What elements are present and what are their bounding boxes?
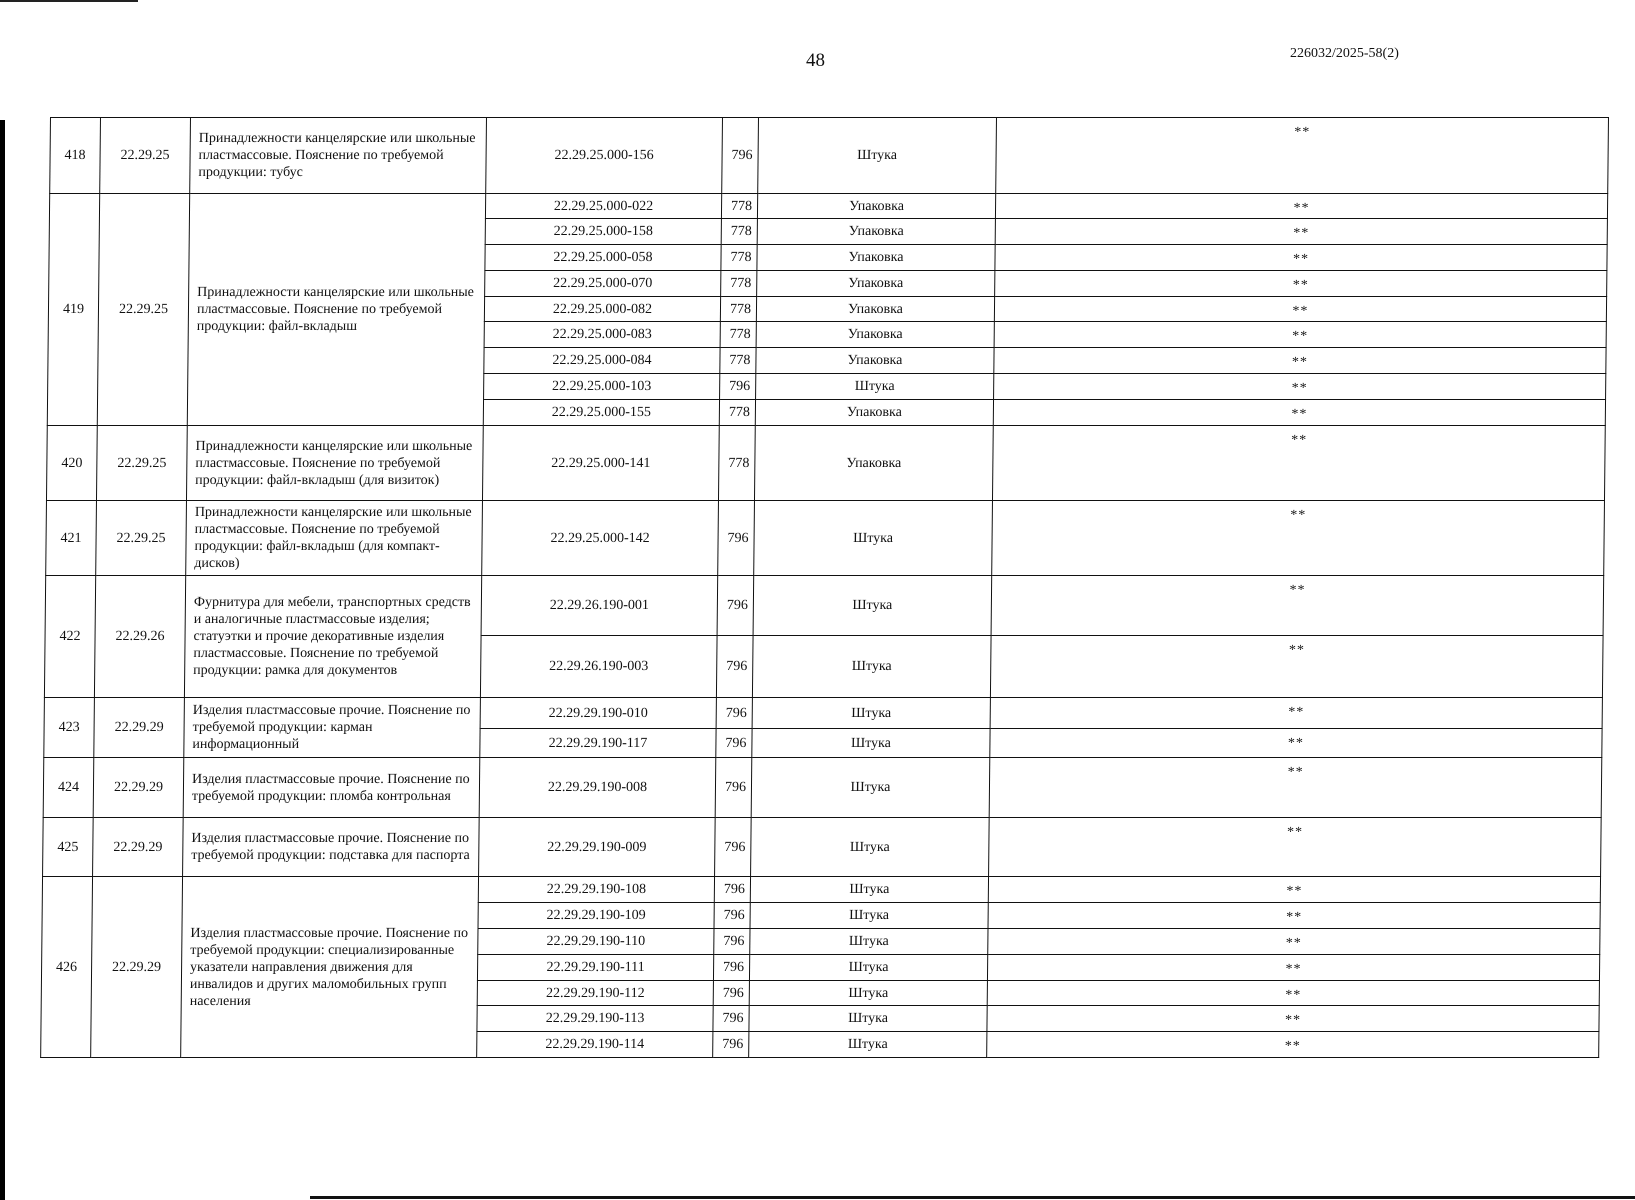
unit-name: Штука [749, 1006, 987, 1032]
requirement-mark-text: ** [1293, 201, 1310, 216]
goods-table [40, 117, 1609, 1058]
requirement-mark-text: ** [1292, 329, 1309, 344]
okpd-code: 22.29.25 [100, 118, 191, 194]
okpd-code: 22.29.29 [94, 698, 185, 758]
okei-code: 778 [718, 426, 755, 501]
ktru-code: 22.29.29.190-113 [477, 1006, 713, 1032]
okei-code: 778 [721, 194, 757, 219]
table-row [42, 877, 1600, 903]
requirement-mark [995, 219, 1607, 245]
product-description: Принадлежности канцелярские или школьные пластмассовые. Пояснение по требуемой продукции: файл-вкладыш (для визиток) [186, 426, 483, 501]
ktru-code: 22.29.25.000-155 [483, 400, 719, 426]
okei-code: 796 [715, 758, 752, 818]
ktru-code: 22.29.29.190-009 [479, 818, 716, 877]
requirement-mark-text: ** [1285, 962, 1302, 977]
ktru-code: 22.29.25.000-058 [485, 245, 721, 271]
requirement-mark [994, 297, 1606, 322]
requirement-mark [994, 348, 1606, 374]
requirement-mark-text: ** [1293, 226, 1310, 241]
document-id: 226032/2025-58(2) [1290, 46, 1399, 61]
requirement-mark-text: ** [1286, 910, 1303, 925]
requirement-mark-text: ** [1287, 736, 1305, 751]
requirement-mark [991, 576, 1604, 636]
row-number: 419 [47, 194, 99, 426]
ktru-code: 22.29.26.190-003 [480, 636, 717, 698]
table-row [45, 576, 1604, 636]
okei-code: 778 [720, 348, 756, 374]
requirement-mark [989, 818, 1602, 877]
row-number: 425 [43, 818, 94, 877]
unit-name: Штука [752, 698, 990, 729]
ktru-code: 22.29.25.000-156 [486, 118, 723, 194]
ktru-code: 22.29.29.190-010 [480, 698, 716, 729]
requirement-mark [995, 245, 1607, 271]
row-number: 426 [41, 877, 93, 1058]
unit-name: Упаковка [755, 400, 993, 426]
table-row [49, 194, 1607, 219]
row-number: 423 [44, 698, 95, 758]
requirement-mark-text: ** [1287, 765, 1304, 780]
ktru-code: 22.29.29.190-111 [477, 955, 713, 981]
requirement-mark-text: ** [1292, 278, 1309, 293]
okei-code: 796 [722, 118, 759, 194]
okpd-code: 22.29.25 [96, 501, 187, 576]
okei-code: 778 [720, 297, 756, 322]
page-number: 48 [806, 50, 825, 71]
okei-code: 796 [713, 1032, 749, 1058]
unit-name: Упаковка [757, 245, 995, 271]
requirement-mark-text: ** [1288, 705, 1305, 720]
okei-code: 796 [720, 374, 756, 400]
table-row [50, 118, 1609, 194]
table-row [46, 501, 1605, 576]
row-number: 422 [44, 576, 95, 698]
unit-name: Упаковка [756, 348, 994, 374]
okpd-code: 22.29.26 [94, 576, 185, 698]
requirement-mark [989, 758, 1602, 818]
unit-name: Упаковка [757, 219, 995, 245]
requirement-mark-text: ** [1286, 825, 1304, 840]
okei-code: 778 [721, 245, 757, 271]
requirement-mark-text: ** [1292, 304, 1309, 319]
requirement-mark-text: ** [1284, 1013, 1302, 1028]
ktru-code: 22.29.25.000-141 [482, 426, 719, 501]
unit-name: Штука [754, 501, 993, 576]
row-number: 418 [50, 118, 101, 194]
okei-code: 778 [721, 271, 757, 297]
okpd-code: 22.29.25 [97, 194, 189, 426]
product-description: Принадлежности канцелярские или школьные пластмассовые. Пояснение по требуемой продукции: файл-вкладыш (для компакт-дисков) [186, 501, 483, 576]
unit-name: Штука [752, 729, 990, 758]
requirement-mark-text: ** [1291, 355, 1309, 370]
requirement-mark-text: ** [1292, 252, 1310, 267]
ktru-code: 22.29.25.000-158 [485, 219, 721, 245]
requirement-mark-text: ** [1291, 433, 1308, 448]
scan-left-edge [0, 120, 5, 1200]
ktru-code: 22.29.25.000-022 [485, 194, 721, 219]
bottom-edge-rule [310, 1196, 1635, 1199]
ktru-code: 22.29.29.190-109 [478, 903, 714, 929]
product-description: Изделия пластмассовые прочие. Пояснение по требуемой продукции: карман информационный [184, 698, 481, 758]
table-row [43, 758, 1602, 818]
unit-name: Штука [756, 374, 994, 400]
requirement-mark-text: ** [1285, 988, 1302, 1003]
okpd-code: 22.29.29 [93, 818, 184, 877]
okpd-code: 22.29.29 [93, 758, 184, 818]
unit-name: Штука [753, 576, 992, 636]
product-description: Принадлежности канцелярские или школьные пластмассовые. Пояснение по требуемой продукции: тубус [190, 118, 487, 194]
unit-name: Упаковка [754, 426, 993, 501]
okei-code: 796 [715, 818, 752, 877]
goods-table-body [41, 118, 1609, 1058]
unit-name: Штука [750, 929, 988, 955]
table-row [43, 818, 1602, 877]
requirement-mark [987, 1032, 1599, 1058]
requirement-mark [990, 698, 1602, 729]
ktru-code: 22.29.25.000-082 [484, 297, 720, 322]
requirement-mark [987, 955, 1599, 981]
unit-name: Штука [758, 118, 997, 194]
ktru-code: 22.29.25.000-142 [482, 501, 719, 576]
requirement-mark-text: ** [1286, 884, 1303, 899]
product-description: Изделия пластмассовые прочие. Пояснение по требуемой продукции: подставка для паспорта [183, 818, 480, 877]
ktru-code: 22.29.29.190-114 [477, 1032, 713, 1058]
ktru-code: 22.29.29.190-108 [478, 877, 714, 903]
unit-name: Штука [749, 955, 987, 981]
product-description: Принадлежности канцелярские или школьные пластмассовые. Пояснение по требуемой продукции: файл-вкладыш [187, 194, 485, 426]
ktru-code: 22.29.26.190-001 [481, 576, 718, 636]
requirement-mark [994, 374, 1606, 400]
requirement-mark [992, 501, 1605, 576]
okei-code: 796 [716, 698, 752, 729]
requirement-mark-text: ** [1294, 125, 1311, 140]
unit-name: Штука [750, 903, 988, 929]
ktru-code: 22.29.29.190-112 [477, 981, 713, 1006]
requirement-mark [996, 118, 1609, 194]
ktru-code: 22.29.25.000-103 [484, 374, 720, 400]
requirement-mark-text: ** [1288, 643, 1305, 658]
okei-code: 778 [720, 322, 756, 348]
okei-code: 796 [714, 877, 750, 903]
okei-code: 796 [713, 955, 749, 981]
ktru-code: 22.29.25.000-070 [485, 271, 721, 297]
okei-code: 796 [714, 903, 750, 929]
okei-code: 796 [718, 501, 755, 576]
okei-code: 796 [716, 636, 753, 698]
requirement-mark-text: ** [1285, 936, 1302, 951]
ktru-code: 22.29.29.190-008 [479, 758, 716, 818]
product-description: Фурнитура для мебели, транспортных средств и аналогичные пластмассовые изделия; статуэтки и прочие декоративные изделия пластмассовые. Пояснение по требуемой продукции: рамка для документов [184, 576, 481, 698]
ktru-code: 22.29.25.000-084 [484, 348, 720, 374]
okei-code: 796 [713, 1006, 749, 1032]
requirement-mark [995, 271, 1607, 297]
ktru-code: 22.29.29.190-117 [480, 729, 716, 758]
okei-code: 778 [721, 219, 757, 245]
requirement-mark-text: ** [1289, 583, 1306, 598]
requirement-mark [990, 636, 1603, 698]
okpd-code: 22.29.29 [91, 877, 183, 1058]
unit-name: Штука [749, 981, 987, 1006]
requirement-mark [988, 929, 1600, 955]
requirement-mark [995, 194, 1607, 219]
product-description: Изделия пластмассовые прочие. Пояснение по требуемой продукции: специализированные указатели направления движения для инвалидов и других маломобильных групп населения [181, 877, 479, 1058]
row-number: 420 [46, 426, 97, 501]
requirement-mark-text: ** [1290, 508, 1307, 523]
ktru-code: 22.29.29.190-110 [478, 929, 714, 955]
requirement-mark-text: ** [1284, 1039, 1301, 1054]
unit-name: Штука [751, 758, 990, 818]
okei-code: 796 [716, 729, 752, 758]
okpd-code: 22.29.25 [96, 426, 187, 501]
ktru-code: 22.29.25.000-083 [484, 322, 720, 348]
table-row [44, 698, 1602, 729]
okei-code: 796 [713, 981, 749, 1006]
requirement-mark [992, 426, 1605, 501]
okei-code: 796 [714, 929, 750, 955]
requirement-mark-text: ** [1291, 381, 1308, 396]
product-description: Изделия пластмассовые прочие. Пояснение по требуемой продукции: пломба контрольная [183, 758, 480, 818]
requirement-mark [993, 400, 1605, 426]
unit-name: Штука [751, 818, 990, 877]
requirement-mark [994, 322, 1606, 348]
requirement-mark [988, 903, 1600, 929]
unit-name: Упаковка [757, 271, 995, 297]
row-number: 421 [46, 501, 97, 576]
okei-code: 796 [717, 576, 754, 636]
requirement-mark [987, 981, 1599, 1006]
unit-name: Штука [749, 1032, 987, 1058]
table-row [46, 426, 1605, 501]
okei-code: 778 [719, 400, 755, 426]
row-number: 424 [43, 758, 94, 818]
unit-name: Штука [752, 636, 991, 698]
unit-name: Упаковка [756, 322, 994, 348]
unit-name: Упаковка [756, 297, 994, 322]
requirement-mark-text: ** [1291, 407, 1308, 422]
requirement-mark [987, 1006, 1599, 1032]
unit-name: Штука [750, 877, 988, 903]
top-edge-rule [0, 0, 138, 2]
requirement-mark [990, 729, 1602, 758]
unit-name: Упаковка [757, 194, 995, 219]
requirement-mark [988, 877, 1600, 903]
